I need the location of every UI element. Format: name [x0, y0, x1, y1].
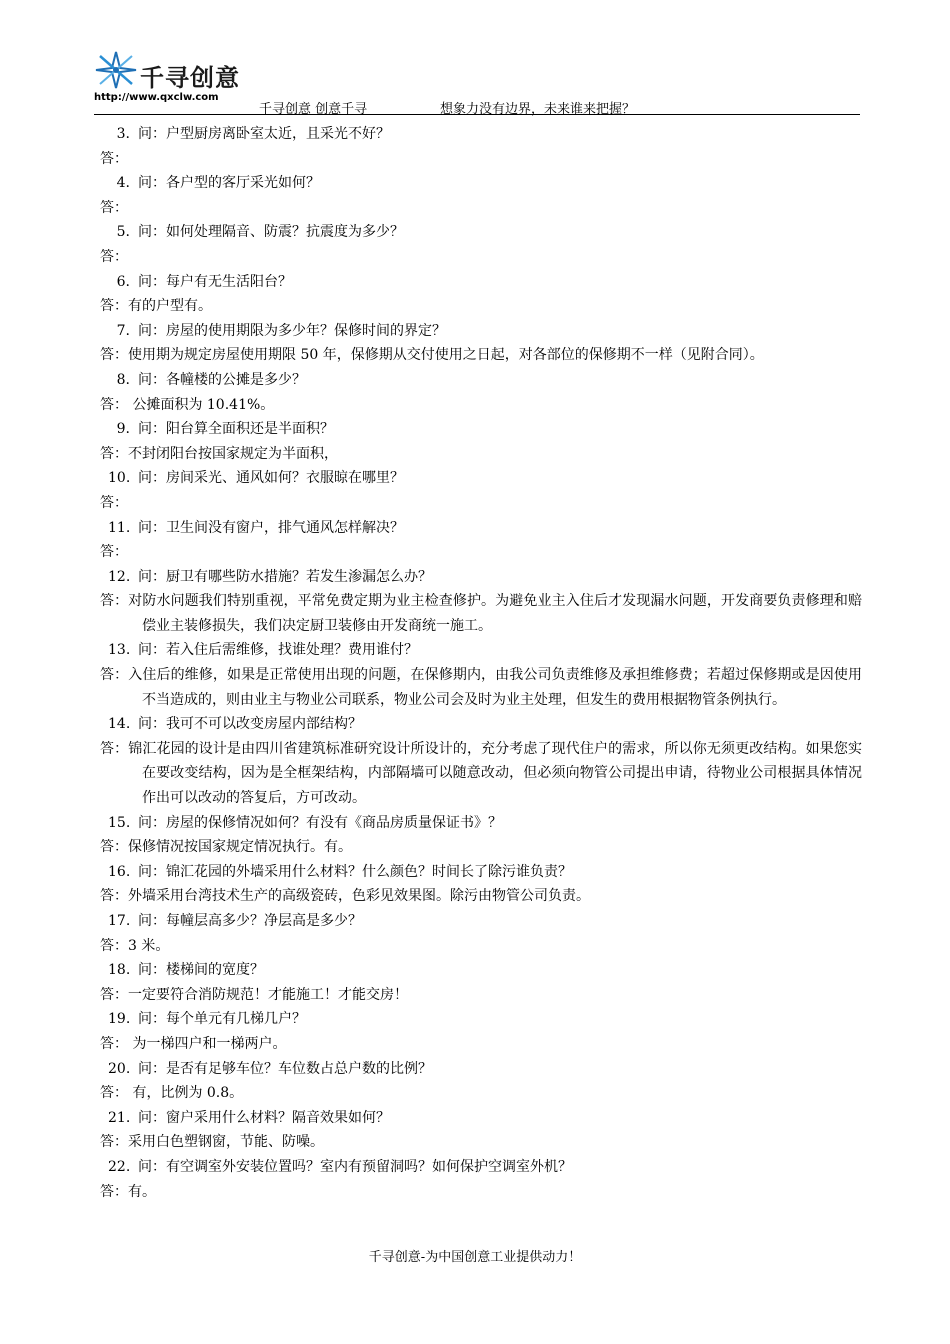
question-text: 问：若入住后需维修，找谁处理？费用谁付？: [138, 642, 418, 659]
question-text: 问：我可不可以改变房屋内部结构？: [138, 716, 362, 733]
question-item: [100, 417, 862, 442]
question-number: 4.: [116, 175, 130, 192]
answer-text: 答：入住后的维修，如果是正常使用出现的问题，在保修期内，由我公司负责维修及承担维修费；若超过保修期或是因使用不当造成的，则由业主与物业公司联系，物业公司会及时为业主处理，但发生的费用根据物管条例执行。: [100, 667, 862, 708]
answer-text: 答：: [100, 494, 128, 511]
answer-text: 答：: [100, 544, 128, 561]
answer-text: 答：: [100, 199, 128, 216]
question-item: [100, 171, 862, 196]
qa-list: [100, 122, 862, 1204]
question-item: [100, 516, 862, 541]
question-item: [100, 270, 862, 295]
answer-text: 答：一定要符合消防规范！才能施工！才能交房！: [100, 986, 408, 1003]
answer-text: 答：有。: [100, 1183, 156, 1200]
answer-text: 答：使用期为规定房屋使用期限 50 年，保修期从交付使用之日起，对各部位的保修期不一样（见附合同）。: [100, 347, 764, 364]
page-footer: 千寻创意-为中国创意工业提供动力！: [368, 1250, 582, 1265]
answer-text: 答：: [100, 248, 128, 265]
answer-text: 答：锦汇花园的设计是由四川省建筑标准研究设计所设计的，充分考虑了现代住户的需求，所以你无须更改结构。如果您实在要改变结构，因为是全框架结构，内部隔墙可以随意改动，但必须向物管公司提出申请，待物业公司根据具体情况作出可以改动的答复后，方可改动。: [100, 740, 862, 807]
question-number: 5.: [116, 224, 130, 241]
question-item: [100, 565, 862, 590]
answer-text: 答：采用白色塑钢窗，节能、防噪。: [100, 1134, 324, 1151]
question-number: 12.: [108, 568, 131, 585]
question-item: [100, 958, 862, 983]
question-text: 问：每幢层高多少？净层高是多少？: [138, 913, 362, 929]
question-number: 22.: [108, 1158, 131, 1175]
question-text: 问：是否有足够车位？车位数占总户数的比例？: [138, 1060, 432, 1077]
question-text: 问：厨卫有哪些防水措施？若发生渗漏怎么办？: [138, 568, 432, 585]
question-number: 16.: [108, 863, 131, 880]
question-text: 问：户型厨房离卧室太近，且采光不好？: [138, 126, 390, 142]
question-text: 问：各幢楼的公摊是多少？: [138, 371, 306, 388]
question-item: [100, 860, 862, 885]
logo-url: http://www.qxclw.com: [94, 92, 219, 103]
question-text: 问：有空调室外安装位置吗？室内有预留洞吗？如何保护空调室外机？: [138, 1158, 572, 1175]
answer-text: 答：外墙采用台湾技术生产的高级瓷砖，色彩见效果图。除污由物管公司负责。: [100, 888, 590, 905]
question-item: [100, 909, 862, 934]
question-text: 问：房屋的使用期限为多少年？保修时间的界定？: [138, 322, 446, 339]
answer-text: 答： 有，比例为 0.8。: [100, 1085, 244, 1102]
question-text: 问：卫生间没有窗户，排气通风怎样解决？: [138, 519, 404, 536]
question-item: [100, 1057, 862, 1082]
answer-text: 答：保修情况按国家规定情况执行。有。: [100, 839, 352, 856]
question-number: 21.: [108, 1109, 131, 1126]
page-header: [94, 44, 860, 116]
answer-text: 答：3 米。: [100, 937, 170, 954]
question-text: 问：每个单元有几梯几户？: [138, 1011, 306, 1028]
header-slogan-left: 千寻创意 创意千寻: [259, 102, 368, 117]
question-text: 问：如何处理隔音、防震？抗震度为多少？: [138, 224, 404, 241]
question-text: 问：锦汇花园的外墙采用什么材料？什么颜色？时间长了除污谁负责？: [138, 863, 572, 880]
question-number: 6.: [116, 273, 130, 290]
question-item: [100, 712, 862, 737]
question-text: 问：阳台算全面积还是半面积？: [138, 421, 334, 438]
question-text: 问：每户有无生活阳台？: [138, 273, 292, 290]
question-text: 问：房屋的保修情况如何？有没有《商品房质量保证书》？: [138, 814, 502, 831]
question-item: [100, 466, 862, 491]
question-text: 问：房间采光、通风如何？衣服晾在哪里？: [138, 470, 404, 487]
question-text: 问：楼梯间的宽度？: [138, 962, 264, 979]
question-item: [100, 638, 862, 663]
question-number: 10.: [108, 470, 131, 487]
question-number: 3.: [116, 126, 130, 142]
header-divider: [94, 114, 860, 115]
answer-text: 答： 为一梯四户和一梯两户。: [100, 1035, 287, 1052]
question-item: [100, 1007, 862, 1032]
question-item: [100, 319, 862, 344]
question-text: 问：各户型的客厅采光如何？: [138, 175, 320, 192]
question-item: [100, 1106, 862, 1131]
question-number: 7.: [116, 322, 130, 339]
question-number: 11.: [108, 519, 131, 536]
question-number: 9.: [116, 421, 130, 438]
question-item: [100, 368, 862, 393]
answer-text: 答：: [100, 150, 128, 167]
question-number: 14.: [108, 716, 131, 733]
question-number: 18.: [108, 962, 131, 979]
question-text: 问：窗户采用什么材料？隔音效果如何？: [138, 1109, 390, 1126]
question-item: [100, 811, 862, 836]
logo-text: 千寻创意: [140, 64, 240, 92]
question-item: [100, 220, 862, 245]
question-number: 20.: [108, 1060, 131, 1077]
compass-star-logo-icon: [94, 50, 138, 90]
question-item: [100, 122, 862, 147]
question-number: 13.: [108, 642, 131, 659]
answer-text: 答：对防水问题我们特别重视，平常免费定期为业主检查修护。为避免业主入住后才发现漏水问题，开发商要负责修理和赔偿业主装修损失，我们决定厨卫装修由开发商统一施工。: [100, 593, 862, 634]
answer-text: 答： 公摊面积为 10.41%。: [100, 396, 275, 413]
question-number: 15.: [108, 814, 131, 831]
answer-text: 答：有的户型有。: [100, 298, 212, 315]
answer-text: 答：不封闭阳台按国家规定为半面积，: [100, 445, 338, 462]
header-slogan-right: 想象力没有边界，未来谁来把握？: [440, 102, 636, 117]
question-number: 17.: [108, 913, 131, 929]
question-number: 8.: [116, 371, 130, 388]
question-number: 19.: [108, 1011, 131, 1028]
question-item: [100, 1155, 862, 1180]
